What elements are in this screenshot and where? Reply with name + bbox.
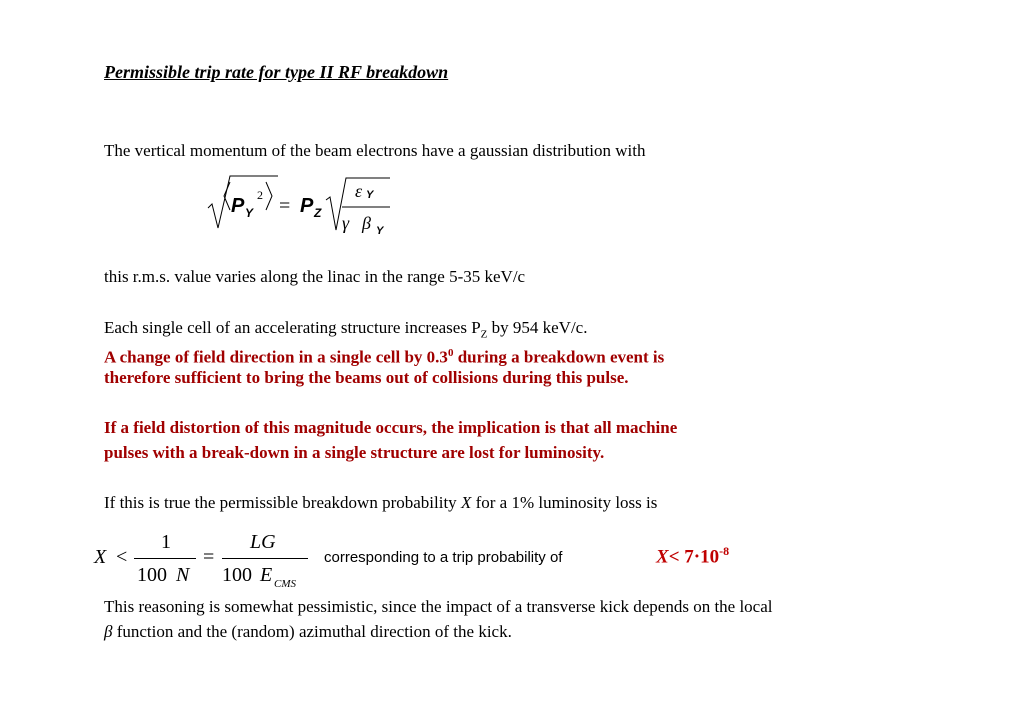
prob-a: If this is true the permissible breakdown probability <box>104 493 461 512</box>
probability-text <box>104 493 657 513</box>
formula-epsilon-sub: Y <box>366 189 374 201</box>
corresponding-text: corresponding to a trip probability of <box>324 549 563 566</box>
final-rest: function and the (random) azimuthal direction of the kick. <box>112 622 512 641</box>
final-line-1: This reasoning is somewhat pessimistic, since the impact of a transverse kick depends on the local <box>104 597 773 616</box>
result-exp: -8 <box>719 544 730 558</box>
red-paragraph-2-line-2: pulses with a break-down in a single structure are lost for luminosity. <box>104 443 605 462</box>
cell-text <box>104 318 587 344</box>
red-paragraph-2-line-1: If a field distortion of this magnitude occurs, the implication is that all machine <box>104 418 678 437</box>
formula2-x: X <box>94 546 107 568</box>
red-paragraph-1-line-1 <box>104 343 664 368</box>
formula2-den1-n: N <box>176 564 190 586</box>
intro-text: The vertical momentum of the beam electrons have a gaussian distribution with <box>104 141 646 160</box>
range-text: this r.m.s. value varies along the linac in the range 5-35 keV/c <box>104 267 526 286</box>
formula-p-sub: Y <box>245 206 254 220</box>
formula2-num1: 1 <box>161 531 171 553</box>
formula-equals: = <box>279 195 291 217</box>
formula-beta-sub: Y <box>376 225 384 237</box>
formula2-eq: = <box>203 546 215 568</box>
final-line-2 <box>104 622 512 642</box>
formula2-den2-sub: CMS <box>274 578 296 590</box>
result-x: X <box>656 546 669 568</box>
formula-gamma: γ <box>342 213 350 233</box>
result-value <box>656 544 729 568</box>
red1-a: A change of field direction in a single cell by 0.3 <box>104 347 448 367</box>
result-val: 7·10 <box>684 546 720 568</box>
formula2-den2-e: E <box>260 564 273 586</box>
result-lt: < <box>668 546 680 568</box>
formula-pz: P <box>300 195 314 217</box>
red1-sup: 0 <box>447 347 454 359</box>
final-beta: β <box>104 622 113 641</box>
fraction-line-1 <box>134 558 196 559</box>
formula2-num2: LG <box>250 531 276 553</box>
red1-b: during a breakdown event is <box>453 347 665 367</box>
red-paragraph-1-line-2: therefore sufficient to bring the beams out of collisions during this pulse. <box>104 368 629 387</box>
prob-b: for a 1% luminosity loss is <box>471 493 658 512</box>
formula2-lt: < <box>116 546 128 568</box>
formula2-den1-a: 100 <box>137 564 167 586</box>
fraction-line-2 <box>222 558 308 559</box>
page-title: Permissible trip rate for type II RF breakdown <box>104 62 449 82</box>
formula2-den2-a: 100 <box>222 564 252 586</box>
cell-text-a: Each single cell of an accelerating structure increases P <box>104 318 481 337</box>
formula-beta: β <box>362 213 371 233</box>
formula-pz-sub: Z <box>314 206 322 220</box>
formula-sup-2: 2 <box>257 188 263 202</box>
formula-epsilon: ε <box>355 181 363 201</box>
formula-p: P <box>231 195 245 217</box>
cell-text-sub: Z <box>480 328 488 341</box>
cell-text-b: by 954 keV/c. <box>487 318 588 337</box>
prob-x: X <box>460 493 472 512</box>
